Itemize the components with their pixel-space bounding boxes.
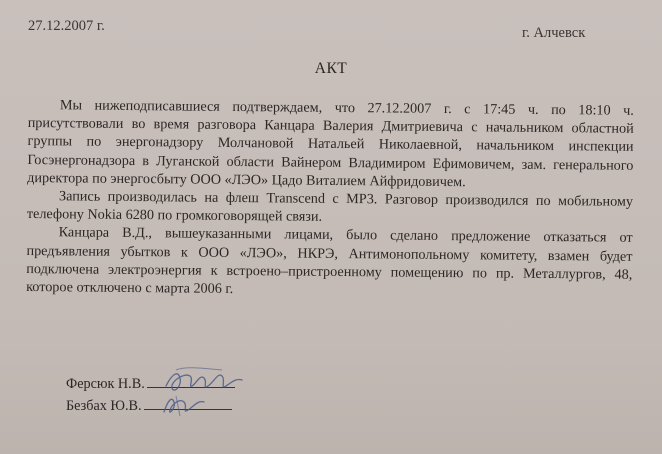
signature-underline-2 xyxy=(144,408,232,410)
paragraph-1: Мы нижеподписавшиеся подтверждаем, что 27.12.2007 г. с 17:45 ч. по 18:10 ч. присутствовали во время разговора Канцара Валерия Дмитриевича с начальником областной группы по энергонадзору Молчановой Натальей Николаевной, начальником инспекции Госэнергонадзора в Луганской области Вайнером Владимиром Ефимовичем, зам. генерального директора по энергосбыту ООО «ЛЭО» Цадо Виталием Айфридовичем. xyxy=(27,97,634,191)
signature-line-2 xyxy=(66,398,232,415)
document-city: г. Алчевск xyxy=(522,25,586,41)
document-body xyxy=(26,96,634,302)
signature-underline-1 xyxy=(147,386,235,388)
document-title: АКТ xyxy=(314,60,348,77)
document-date: 27.12.2007 г. xyxy=(28,18,105,34)
signature-line-1 xyxy=(66,376,235,393)
signatory-name-1: Ферсюк Н.В. xyxy=(66,376,145,392)
signatory-name-2: Безбах Ю.В. xyxy=(66,398,142,414)
paragraph-2: Запись производилась на флеш Transcend с MP3. Разговор производился по мобильному телефону Nokia 6280 по громкоговорящей связи. xyxy=(26,188,634,226)
paragraph-3: Канцара В.Д., вышеуказанными лицами, было сделано предложение отказаться от предъявления убытков к ООО «ЛЭО», НКРЭ, Антимонопольному комитету, взамен будет подключена электроэнергия к встроено–пристроенному помещению по пр. Металлургов, 48, которое отключено с марта 2006 г. xyxy=(26,224,633,298)
